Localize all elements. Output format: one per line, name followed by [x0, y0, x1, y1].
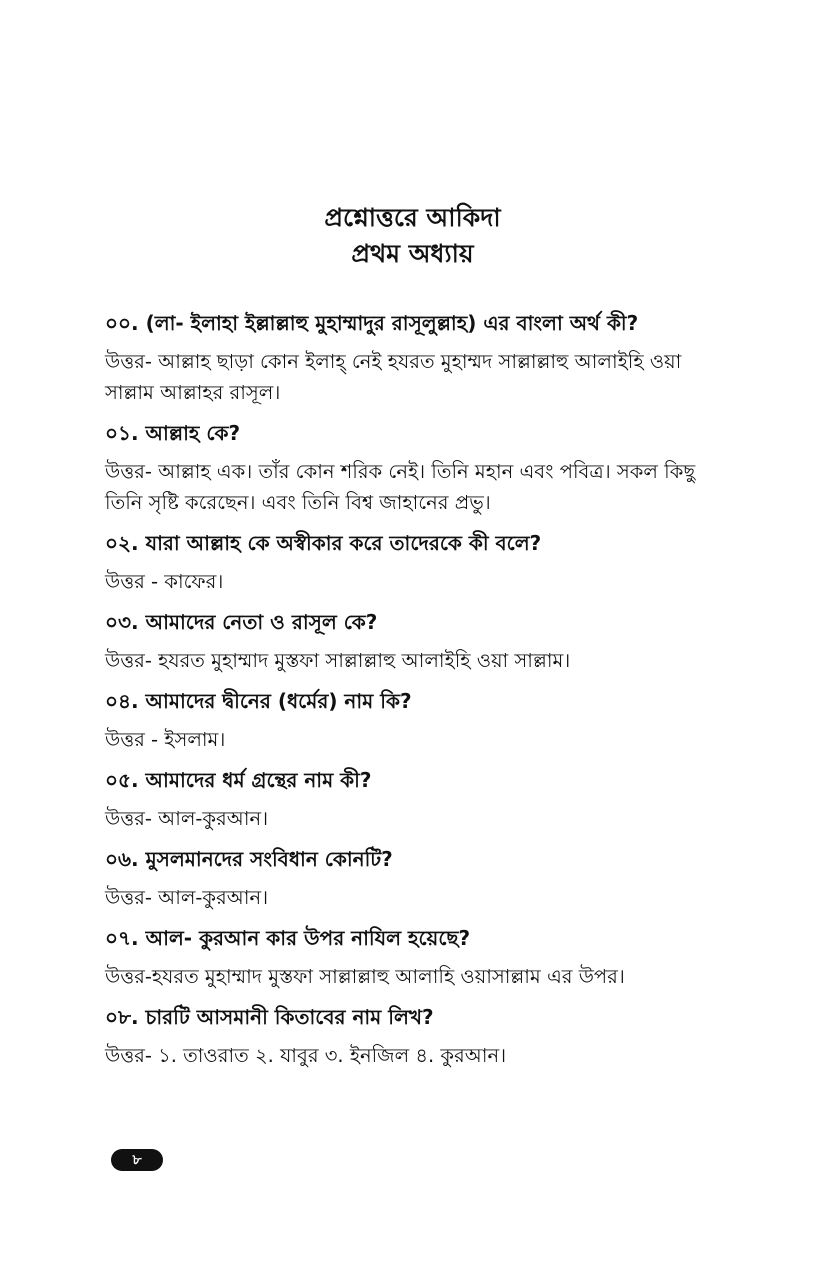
qa-list: [105, 306, 725, 1079]
qa-item-02: [105, 526, 725, 597]
question: ০২. যারা আল্লাহ কে অস্বীকার করে তাদেরকে কী বলে?: [105, 531, 542, 555]
answer: উত্তর - ইসলাম।: [105, 728, 226, 751]
qa-item-07: [105, 921, 725, 992]
question: ০৭. আল- কুরআন কার উপর নাযিল হয়েছে?: [105, 926, 471, 950]
answer: উত্তর- ১. তাওরাত ২. যাবুর ৩. ইনজিল ৪. কুরআন।: [105, 1044, 507, 1067]
question: ০১. আল্লাহ কে?: [105, 421, 241, 445]
question: ০০. (লা- ইলাহা ইল্লাল্লাহু মুহাম্মাদুর রাসূলুল্লাহ) এর বাংলা অর্থ কী?: [105, 311, 639, 335]
question: ০৩. আমাদের নেতা ও রাসূল কে?: [105, 610, 378, 634]
answer: উত্তর - কাফের।: [105, 570, 224, 593]
qa-item-03: [105, 605, 725, 676]
answer: উত্তর- আল্লাহ এক। তাঁর কোন শরিক নেই। তিনি মহান এবং পবিত্র। সকল কিছু তিনি সৃষ্টি করেছেন। এবং তিনি বিশ্ব জাহানের প্রভু।: [105, 460, 696, 514]
qa-item-04: [105, 684, 725, 755]
question: ০৮. চারটি আসমানী কিতাবের নাম লিখ?: [105, 1005, 434, 1029]
question: ০৫. আমাদের ধর্ম গ্রন্থের নাম কী?: [105, 768, 372, 792]
answer: উত্তর- হযরত মুহাম্মাদ মুস্তফা সাল্লাল্লাহু আলাইহি ওয়া সাল্লাম।: [105, 649, 571, 672]
qa-item-08: [105, 1000, 725, 1071]
page-title: প্রশ্নোত্তরে আকিদা: [324, 203, 501, 232]
qa-item-00: [105, 306, 725, 408]
answer: উত্তর- আল্লাহ ছাড়া কোন ইলাহ্ নেই হযরত মুহাম্মদ সাল্লাল্লাহু আলাইহি ওয়া সাল্লাম আল্লাহর রাসূল।: [105, 350, 682, 404]
qa-item-06: [105, 842, 725, 913]
question: ০৬. মুসলমানদের সংবিধান কোনটি?: [105, 847, 393, 871]
question: ০৪. আমাদের দ্বীনের (ধর্মের) নাম কি?: [105, 689, 412, 713]
answer: উত্তর-হযরত মুহাম্মাদ মুস্তফা সাল্লাল্লাহু আলাহি ওয়াসাল্লাম এর উপর।: [105, 965, 625, 988]
qa-item-01: [105, 416, 725, 518]
chapter-heading: প্রথম অধ্যায়: [351, 239, 474, 268]
answer: উত্তর- আল-কুরআন।: [105, 886, 269, 909]
qa-item-05: [105, 763, 725, 834]
page-number-badge: ৮: [111, 1149, 163, 1171]
answer: উত্তর- আল-কুরআন।: [105, 807, 269, 830]
